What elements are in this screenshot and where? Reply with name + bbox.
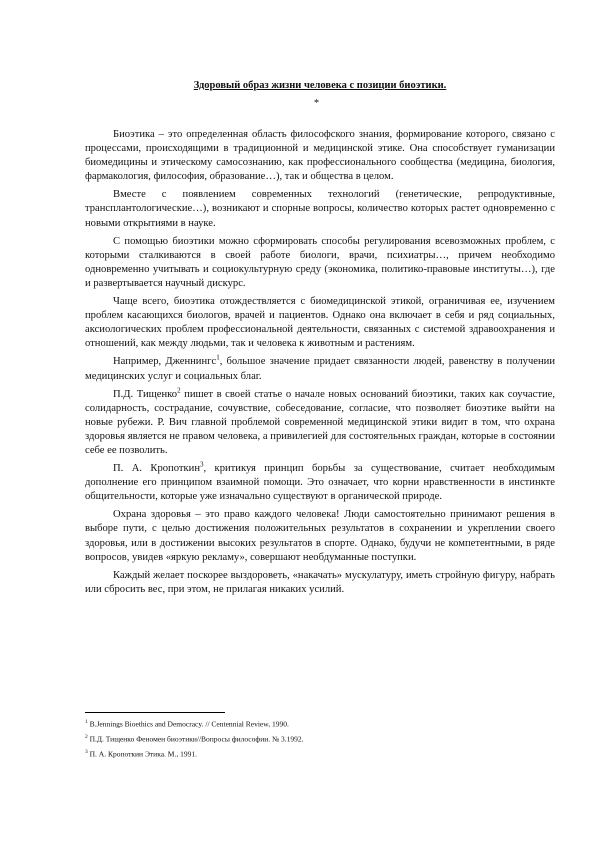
footnote-text: B.Jennings Bioethics and Democracy. // Centennial Review, 1990. xyxy=(89,719,289,729)
footnote-ref[interactable]: 3 xyxy=(200,460,204,469)
paragraph: Вместе с появлением современных технологий (генетические, репродуктивные, трансплантологические…), возникают и спорные вопросы, количество которых растет одновременно с новыми открытиями в науке. xyxy=(85,189,555,229)
paragraph xyxy=(85,462,555,504)
paragraph-text: пишет в своей статье о начале новых оснований биоэтики, таких как соучастие, солидарность, сострадание, сочувствие, собеседование, согласие, что позволяет биоэтике выйти на новые рубежи. Р. Вич главной проблемой современной медицинской этики видит в том, что охрана здоровья является не правом человека, а привилегией для состоятельных граждан, которые в состоянии себе ее позволить. xyxy=(85,388,555,456)
footnote-number: 2 xyxy=(85,734,88,740)
paragraph-text: П.Д. Тищенко xyxy=(113,388,178,400)
paragraph: Чаще всего, биоэтика отождествляется с биомедицинской этикой, ограничивая ее, изучением проблем касающихся биологов, врачей и пациентов. Однако она включает в себя и ряд социальных, аксиологических проблем профессиональной деятельности, связанных с системой здравоохранения и отношений, как между людьми, так и человека к животным и растениям. xyxy=(85,296,555,350)
footnote-divider xyxy=(85,712,225,713)
paragraph-text: Например, Дженнингс xyxy=(113,356,217,368)
footnote-ref[interactable]: 2 xyxy=(177,386,181,395)
footnote-number: 3 xyxy=(85,749,88,755)
footnote-ref[interactable]: 1 xyxy=(216,353,220,362)
paragraph xyxy=(85,388,555,458)
paragraph: Охрана здоровья – это право каждого человека! Люди самостоятельно принимают решения в выборе пути, с целью достижения положительных результатов в сохранении и укреплении своего здоровья, или в достижении высоких результатов в спорте. Однако, будучи не компетентными, в ряде вопросов, увидев «яркую рекламу», совершают необдуманные поступки. xyxy=(85,509,555,563)
footnote-item xyxy=(85,716,555,731)
title-separator: * xyxy=(314,98,319,109)
paragraph: Каждый желает поскорее выздороветь, «накачать» мускулатуру, иметь стройную фигуру, набрать или сбросить вес, при этом, не прилагая никаких усилий. xyxy=(85,569,555,595)
document-title: Здоровый образ жизни человека с позиции биоэтики. xyxy=(193,80,447,91)
paragraph-text: , критикуя принцип борьбы за существование, считает необходимым дополнение его принципом взаимной помощи. Это означает, что корни нравственности в инстинкте общительности, которые уже изначально существуют в органической природе. xyxy=(85,463,555,503)
paragraph: Биоэтика – это определенная область философского знания, формирование которого, связано с процессами, происходящими в традиционной и медицинской этике. Она способствует гуманизации биомедицины и этическому самосознанию, как профессионального сообщества (медицина, биология, фармакология, философия, образование…), так и общества в целом. xyxy=(85,129,555,183)
footnote-item xyxy=(85,746,555,761)
footnote-text: П. А. Кропоткин Этика. М., 1991. xyxy=(89,749,197,759)
paragraph-text: П. А. Кропоткин xyxy=(113,463,200,475)
footnote-item xyxy=(85,731,555,746)
paragraph: С помощью биоэтики можно сформировать способы регулирования всевозможных проблем, с которыми сталкиваются в своей работе биологи, врачи, психиатры…, причем необходимо одновременно учитывать и социокультурную среду (экономика, политико-правовые институты…), где и развертывается научный дискурс. xyxy=(85,235,555,289)
paragraph-text: , большое значение придает связанности людей, равенству в получении медицинских услуг и социальных благ. xyxy=(85,356,556,382)
footnotes xyxy=(85,716,555,761)
footnote-number: 1 xyxy=(85,719,88,725)
document-body xyxy=(85,128,555,601)
footnote-text: П.Д. Тищенко Феномен биоэтики//Вопросы философии. № 3.1992. xyxy=(89,734,304,744)
paragraph xyxy=(85,355,555,383)
